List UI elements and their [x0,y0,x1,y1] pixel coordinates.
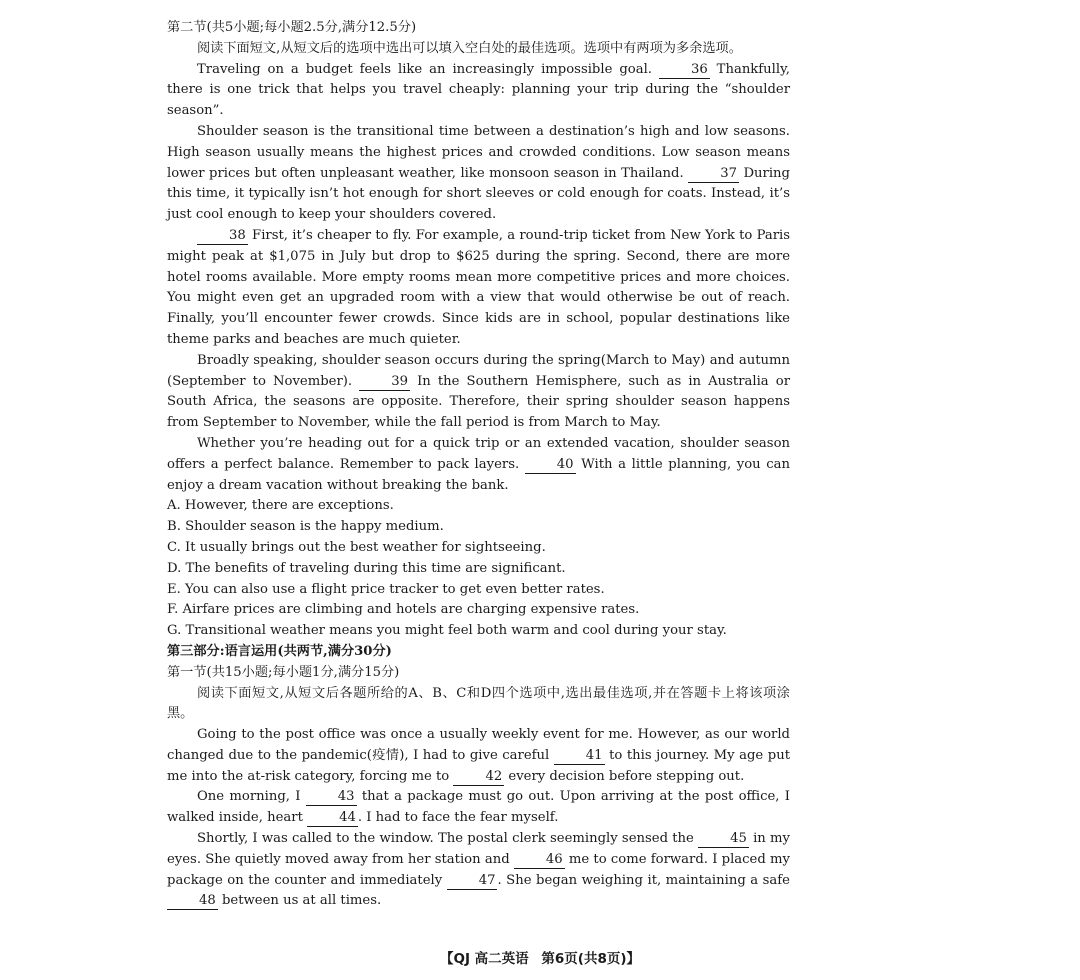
answer-blank: 47 [447,873,498,890]
footer-page-number: 第6页(共8页)】 [541,951,641,967]
section2-instructions: 阅读下面短文,从短文后的选项中选出可以填入空白处的最佳选项。选项中有两项为多余选项。 [197,40,742,56]
part3-instructions: 阅读下面短文,从短文后各题所给的A、B、C和D四个选项中,选出最佳选项,并在答题卡上将该项涂黑。 [167,685,790,722]
passage-paragraph: 38 First, it’s cheaper to fly. For example, a round-trip ticket from New York to Paris might peak at $1,075 in July but drop to $625 during the spring. Second, there are more hotel rooms available. More empty rooms mean more competitive prices and more choices. You might even get an upgraded room with a view that would otherwise be out of reach. Finally, you’ll encounter fewer crowds. Since kids are in school, popular destinations like theme parks and beaches are much quieter. [167,227,790,347]
answer-blank: 36 [659,62,710,79]
section2-heading: 第二节(共5小题;每小题2.5分,满分12.5分) [167,20,417,35]
answer-blank: 43 [306,789,357,806]
option-e: E. You can also use a flight price tracker to get even better rates. [167,581,605,597]
option-a: A. However, there are exceptions. [167,498,394,514]
answer-blank: 48 [167,893,218,910]
part3-heading: 第三部分:语言运用(共两节,满分30分) [167,643,392,659]
answer-blank: 41 [554,748,605,765]
option-g: G. Transitional weather means you might feel both warm and cool during your stay. [167,623,727,639]
answer-blank: 38 [197,228,248,245]
passage-paragraph: Traveling on a budget feels like an increasingly impossible goal. 36 Thankfully, there is one trick that helps you travel cheaply: planning your trip during the “shoulder season”. [167,61,790,119]
cloze-paragraph: Shortly, I was called to the window. The postal clerk seemingly sensed the 45 in my eyes. She quietly moved away from her station and 46 me to come forward. I placed my package on the counter and immediately 47 . She began weighing it, maintaining a safe 48 between us at all times. [167,831,790,909]
part3-section1-heading: 第一节(共15小题;每小题1分,满分15分) [167,664,400,680]
answer-blank: 44 [307,810,358,827]
passage-paragraph: Shoulder season is the transitional time between a destination’s high and low seasons. High season usually means the highest prices and crowded conditions. Low season means lower prices but often unpleasant weather, like monsoon season in Thailand. 37 During this time, it typically isn’t hot enough for short sleeves or cold enough for coats. Instead, it’s just cool enough to keep your shoulders covered. [167,123,790,223]
option-c: C. It usually brings out the best weather for sightseeing. [167,539,546,555]
page-footer [0,947,1080,967]
passage-paragraph: Broadly speaking, shoulder season occurs during the spring(March to May) and autumn (September to November). 39 In the Southern Hemisphere, such as in Australia or South Africa, the seasons are opposite. Therefore, their spring shoulder season happens from September to November, while the fall period is from March to May. [167,352,790,431]
footer-code: 【QJ 高二英语 [439,951,529,967]
passage-paragraph: Whether you’re heading out for a quick trip or an extended vacation, shoulder season offers a perfect balance. Remember to pack layers. 40 With a little planning, you can enjoy a dream vacation without breaking the bank. [167,435,790,493]
answer-blank: 37 [688,166,739,183]
answer-blank: 40 [525,457,576,474]
answer-blank: 45 [698,831,749,848]
cloze-paragraph: One morning, I 43 that a package must go out. Upon arriving at the post office, I walked inside, heart 44 . I had to face the fear myself. [167,789,791,826]
exam-page [167,18,790,912]
option-b: B. Shoulder season is the happy medium. [167,519,444,535]
answer-blank: 39 [359,374,410,391]
answer-blank: 42 [453,769,504,786]
answer-blank: 46 [514,852,565,869]
option-d: D. The benefits of traveling during this time are significant. [167,560,566,576]
option-f: F. Airfare prices are climbing and hotels are charging expensive rates. [167,602,640,618]
cloze-paragraph: Going to the post office was once a usually weekly event for me. However, as our world changed due to the pandemic(疫情), I had to give careful 41 to this journey. My age put me into the at-risk category, forcing me to 42 every decision before stepping out. [167,727,790,784]
